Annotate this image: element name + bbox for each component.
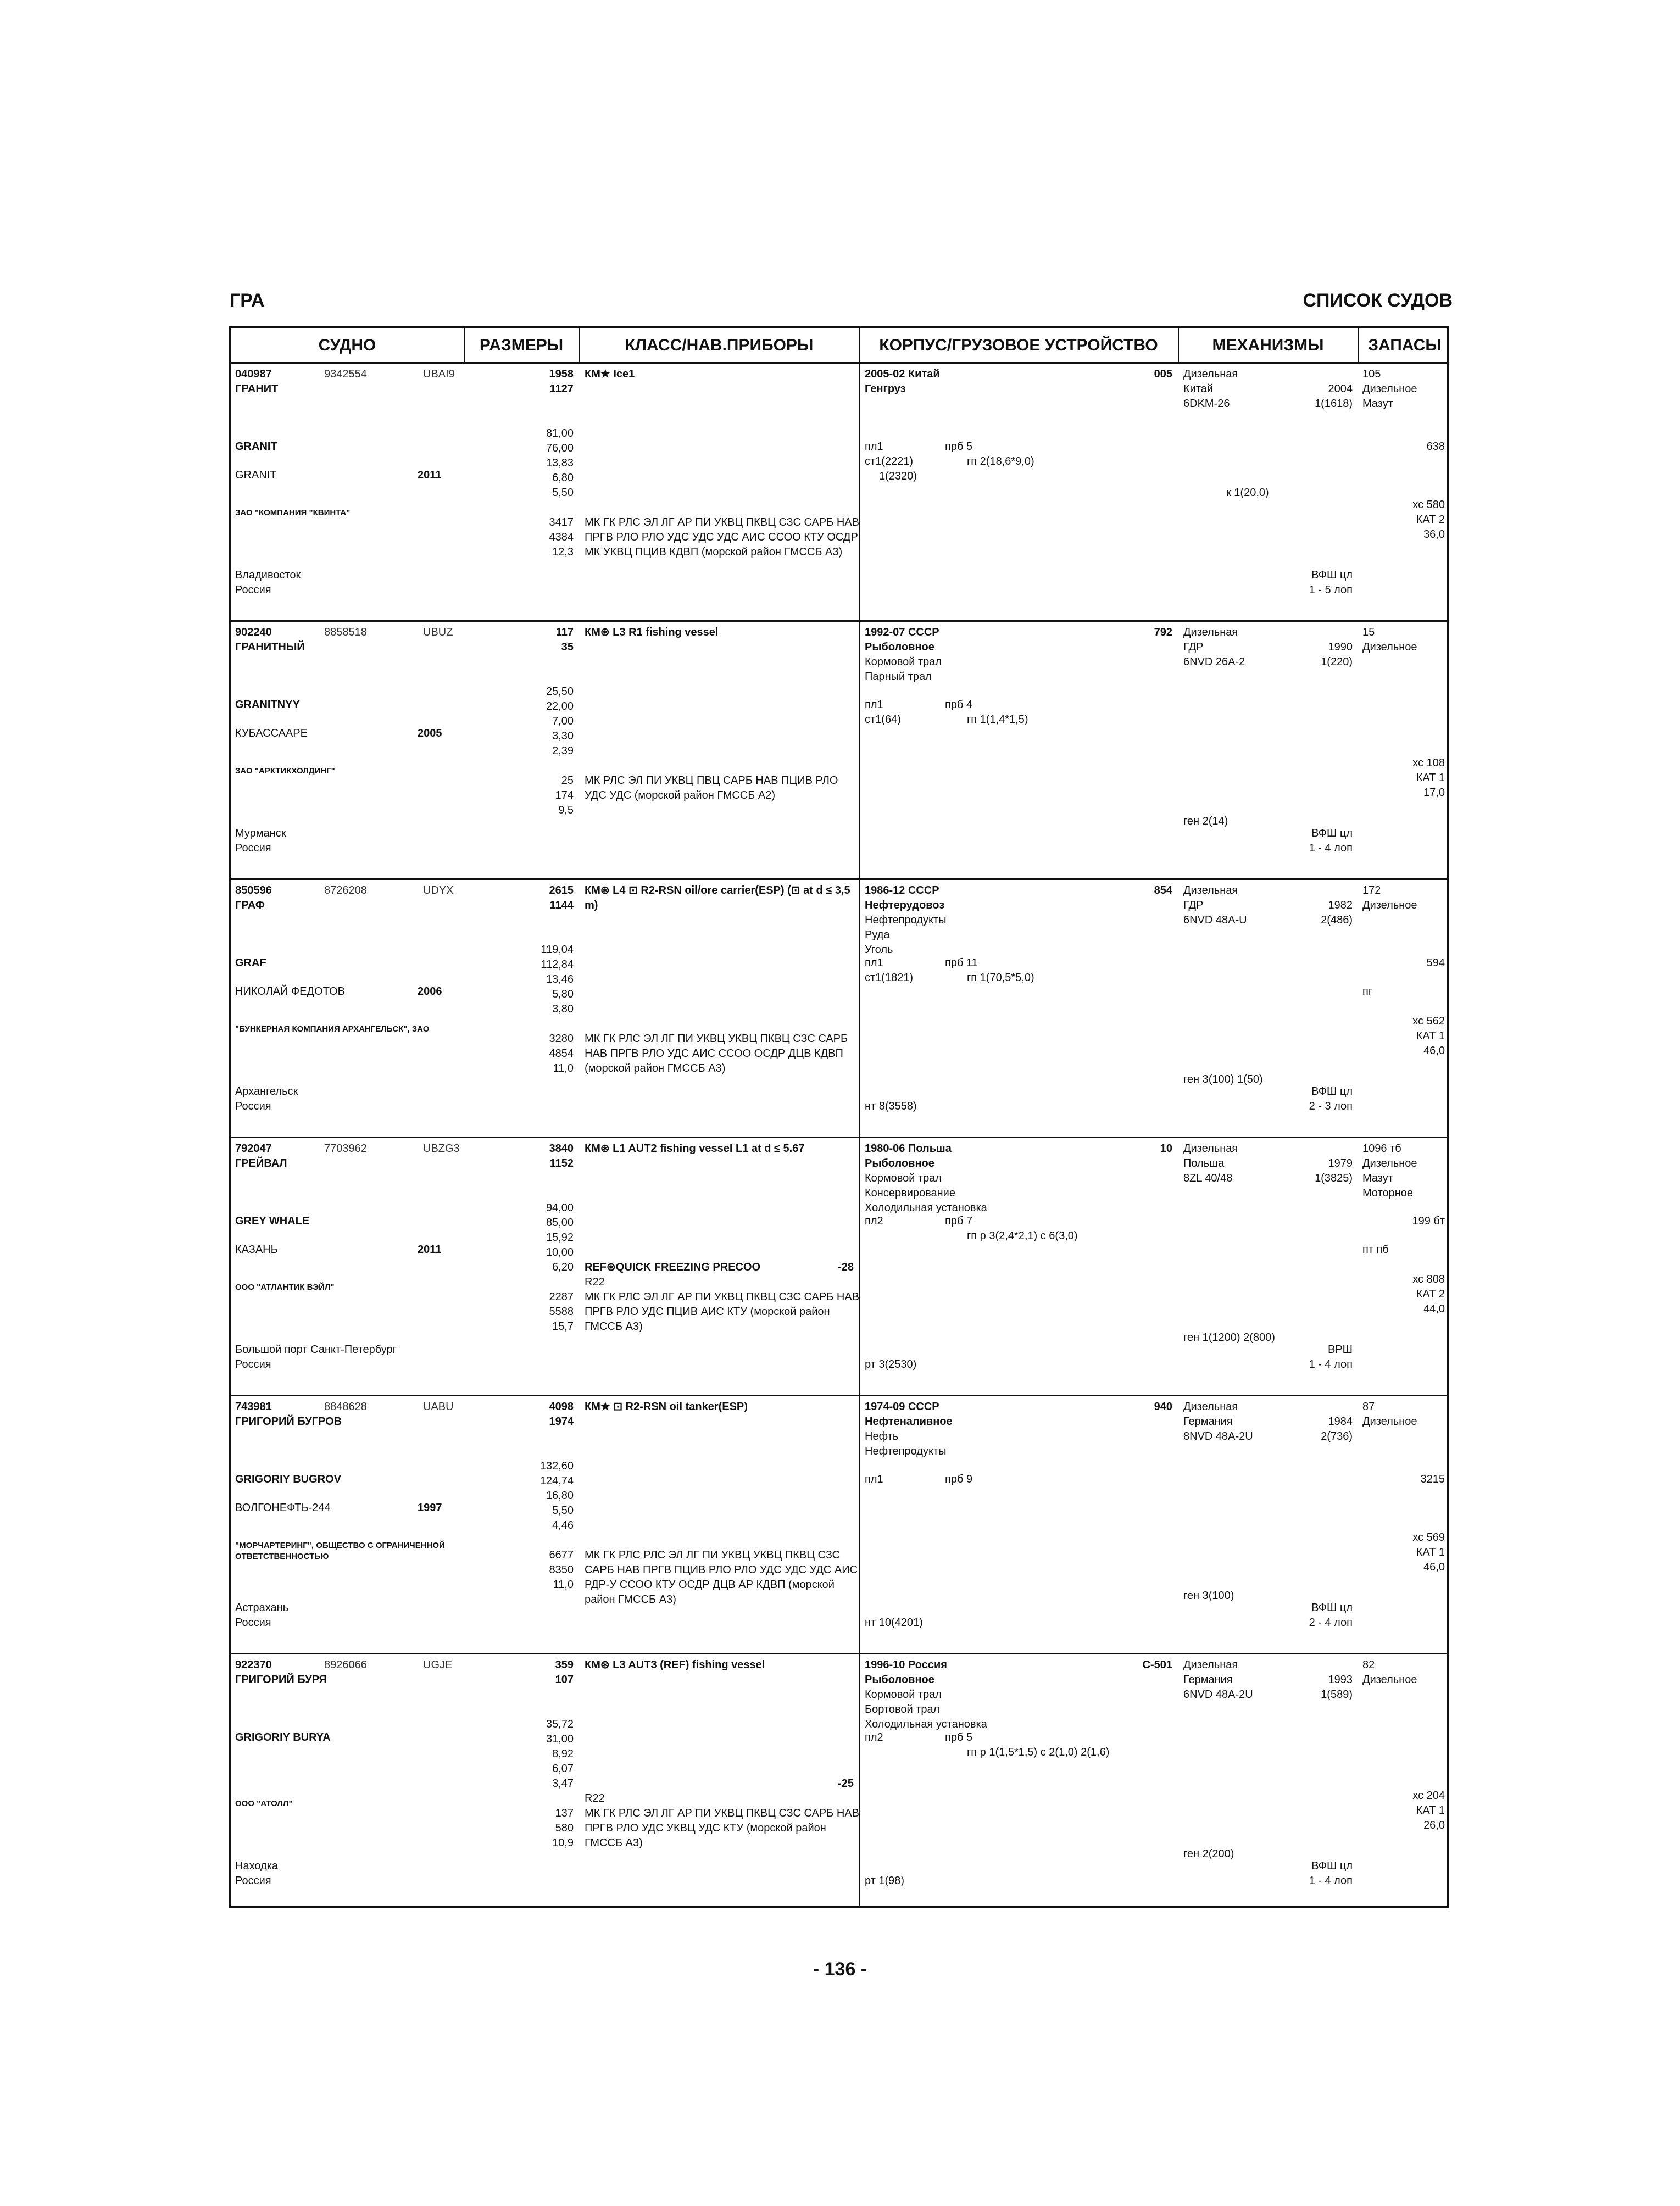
hull-bulkheads: прб 5 — [945, 1731, 973, 1743]
owner-name: ЗАО "АРКТИКХОЛДИНГ" — [235, 766, 335, 776]
supply-fuel-2: Мазут — [1362, 398, 1393, 410]
ship-record — [231, 622, 1447, 880]
dimension-value: 1152 — [549, 1157, 574, 1169]
supply-xc: хс 562 — [1412, 1015, 1445, 1027]
hull-cargo-line: Нефть — [865, 1430, 899, 1442]
country: Россия — [235, 1100, 271, 1112]
hull-hatches: гп 1(70,5*5,0) — [967, 972, 1034, 984]
hull-cargo-line: Холодильная установка — [865, 1202, 987, 1214]
former-name: НИКОЛАЙ ФЕДОТОВ — [235, 985, 345, 998]
engine-power: 2(736) — [1321, 1430, 1353, 1442]
hull-decks: пл1 — [865, 957, 883, 969]
dimension-value: 7,00 — [552, 715, 574, 727]
hull-type: Нефтерудовоз — [865, 899, 945, 911]
column-header-mech: МЕХАНИЗМЫ — [1212, 336, 1324, 354]
engine-country: Германия — [1183, 1416, 1233, 1428]
former-name: КУБАССААРЕ — [235, 727, 308, 739]
latin-name: GRAF — [235, 957, 266, 969]
hull-holds: ст1(2221) — [865, 455, 914, 467]
supply-category: КАТ 1 — [1416, 772, 1445, 784]
ship-record — [231, 364, 1447, 622]
supply-fuel: Дизельное — [1362, 383, 1417, 395]
supply-capacity: 594 — [1426, 957, 1445, 969]
imo-number: 8858518 — [324, 626, 367, 638]
ship-name: ГРИГОРИЙ БУГРОВ — [235, 1416, 342, 1428]
dimension-value: 132,60 — [539, 1460, 574, 1472]
engine-power: 1(220) — [1321, 656, 1353, 668]
dimension-value: 16,80 — [546, 1490, 574, 1502]
owner-name: ЗАО "КОМПАНИЯ "КВИНТА" — [235, 508, 351, 517]
dimension-value: 8350 — [549, 1564, 574, 1576]
dimension-value: 1127 — [549, 383, 574, 395]
dimension-value: 35,72 — [546, 1718, 574, 1730]
supply-value: 1096 тб — [1362, 1143, 1401, 1155]
dimension-value: 6,80 — [552, 472, 574, 484]
dimension-value: 11,0 — [553, 1062, 574, 1074]
hull-hatches: гп 1(1,4*1,5) — [967, 714, 1028, 726]
imo-number: 9342554 — [324, 368, 367, 380]
ship-record — [231, 1654, 1447, 1913]
supply-category: КАТ 1 — [1416, 1804, 1445, 1817]
propeller: ВФШ цл — [1311, 1085, 1353, 1098]
page-number: - 136 - — [813, 1959, 867, 1980]
hull-type: Рыболовное — [865, 1157, 934, 1169]
supply-category: КАТ 2 — [1416, 514, 1445, 526]
engine-year: 1993 — [1328, 1674, 1353, 1686]
propeller-blades: 1 - 4 лоп — [1309, 1875, 1353, 1887]
engine-power: 1(3825) — [1315, 1172, 1353, 1184]
hull-decks: пл2 — [865, 1731, 883, 1743]
engine-model: 6NVD 48A-U — [1183, 914, 1247, 926]
reg-number: 792047 — [235, 1143, 272, 1155]
hull-build-number: 854 — [1154, 884, 1172, 896]
country: Россия — [235, 1875, 271, 1887]
column-header-class: КЛАСС/НАВ.ПРИБОРЫ — [625, 336, 814, 354]
dimension-value: 11,0 — [553, 1579, 574, 1591]
former-year: 2011 — [418, 469, 442, 481]
call-sign: UGJE — [423, 1659, 453, 1671]
dimension-value: 5,80 — [552, 988, 574, 1000]
hull-build-number: С-501 — [1142, 1659, 1172, 1671]
home-port: Владивосток — [235, 569, 301, 581]
ship-name: ГРИГОРИЙ БУРЯ — [235, 1674, 327, 1686]
dimension-value: 13,46 — [546, 973, 574, 985]
reg-number: 040987 — [235, 368, 272, 380]
supply-volume: 36,0 — [1423, 528, 1445, 541]
hull-type: Рыболовное — [865, 1674, 934, 1686]
supply-capacity: 638 — [1426, 441, 1445, 453]
hull-extra: 1(2320) — [879, 470, 917, 482]
dimension-value: 1974 — [549, 1416, 574, 1428]
propeller: ВФШ цл — [1311, 827, 1353, 839]
dimension-value: 4854 — [549, 1048, 574, 1060]
dimension-value: 2,39 — [552, 745, 574, 757]
country: Россия — [235, 1358, 271, 1371]
hull-cargo-line: Нефтепродукты — [865, 914, 947, 926]
nav-equipment: МК ГК РЛС ЭЛ ЛГ АР ПИ УКВЦ ПКВЦ СЗС САРБ НАВ ПРГВ РЛО УДС ПЦИВ АИС КТУ (морской район ГМССБ А3) — [585, 1291, 860, 1333]
hull-cargo-line: Уголь — [865, 944, 893, 956]
dimension-value: 10,9 — [552, 1837, 574, 1849]
supply-fuel: Дизельное — [1362, 641, 1417, 653]
engine-model: 8NVD 48A-2U — [1183, 1430, 1253, 1442]
hull-cargo-line: Бортовой трал — [865, 1703, 940, 1715]
nav-equipment: МК ГК РЛС ЭЛ ЛГ АР ПИ УКВЦ ПКВЦ СЗС САРБ НАВ ПРГВ РЛО РЛО УДС УДС УДС АИС ССОО КТУ ОСДР МК УКВЦ ПЦИВ КДВП (морской район ГМССБ А3) — [585, 516, 860, 558]
dimension-value: 6,07 — [552, 1763, 574, 1775]
column-header-supplies: ЗАПАСЫ — [1368, 336, 1442, 354]
latin-name: GRANIT — [235, 441, 277, 453]
supply-fuel-3: Моторное — [1362, 1187, 1414, 1199]
dimension-value: 137 — [555, 1807, 574, 1819]
supply-volume: 44,0 — [1423, 1303, 1445, 1315]
propeller-blades: 2 - 3 лоп — [1309, 1100, 1353, 1112]
column-header-ship: СУДНО — [318, 336, 376, 354]
supply-xc: хс 569 — [1412, 1531, 1445, 1544]
supply-fuel: Дизельное — [1362, 899, 1417, 911]
engine-country: Польша — [1183, 1157, 1225, 1169]
header-left: ГРА — [230, 290, 265, 311]
call-sign: UBZG3 — [423, 1143, 460, 1155]
propeller: ВФШ цл — [1311, 1860, 1353, 1872]
dimension-value: 359 — [555, 1659, 574, 1671]
hull-build-number: 10 — [1160, 1143, 1172, 1155]
supply-value: 87 — [1362, 1401, 1375, 1413]
imo-number: 8926066 — [324, 1659, 367, 1671]
hull-build: 1986-12 СССР — [865, 884, 939, 896]
dimension-value: 25 — [561, 775, 574, 787]
latin-name: GRANITNYY — [235, 699, 300, 711]
engine-year: 2004 — [1328, 383, 1353, 395]
engine-country: ГДР — [1183, 899, 1204, 911]
engine-type: Дизельная — [1183, 1143, 1238, 1155]
home-port: Находка — [235, 1860, 279, 1872]
refrigeration-temp: -28 — [838, 1261, 854, 1273]
supply-xc: хс 108 — [1412, 757, 1445, 769]
ship-name: ГРЕЙВАЛ — [235, 1157, 287, 1169]
latin-name: GRIGORIY BUGROV — [235, 1473, 341, 1485]
engine-model: 8ZL 40/48 — [1183, 1172, 1233, 1184]
column-divider — [579, 328, 580, 364]
dimension-value: 9,5 — [558, 804, 574, 816]
ship-name: ГРАФ — [235, 899, 265, 911]
dimension-value: 112,84 — [541, 959, 574, 971]
ship-class: КМ★ ⊡ R2-RSN oil tanker(ESP) — [585, 1401, 748, 1413]
dimension-value: 22,00 — [546, 700, 574, 712]
ship-class: КМ⊛ L1 AUT2 fishing vessel L1 at d ≤ 5.67 — [585, 1143, 805, 1155]
supply-fuel: Дизельное — [1362, 1157, 1417, 1169]
hull-cargo-line: Консервирование — [865, 1187, 955, 1199]
hull-build-number: 005 — [1154, 368, 1172, 380]
engine-year: 1979 — [1328, 1157, 1353, 1169]
reg-number: 850596 — [235, 884, 272, 896]
engine-type: Дизельная — [1183, 1401, 1238, 1413]
column-divider — [464, 328, 465, 364]
hull-type: Рыболовное — [865, 641, 934, 653]
former-name: GRANIT — [235, 469, 277, 481]
engine-year: 1982 — [1328, 899, 1353, 911]
dimension-value: 5588 — [549, 1306, 574, 1318]
hull-build-number: 792 — [1154, 626, 1172, 638]
generators: ген 2(200) — [1183, 1848, 1234, 1860]
hull-holds: ст1(64) — [865, 714, 901, 726]
supply-volume: 46,0 — [1423, 1045, 1445, 1057]
dimension-value: 580 — [555, 1822, 574, 1834]
hull-bulkheads: прб 5 — [945, 441, 973, 453]
engine-type: Дизельная — [1183, 884, 1238, 896]
dimension-value: 124,74 — [539, 1475, 574, 1487]
engine-model: 6NVD 48A-2U — [1183, 1689, 1253, 1701]
dimension-value: 5,50 — [552, 487, 574, 499]
ship-record — [231, 880, 1447, 1138]
hull-decks: пл1 — [865, 699, 883, 711]
hull-hatches: гп р 3(2,4*2,1) с 6(3,0) — [967, 1230, 1078, 1242]
hull-type: Нефтеналивное — [865, 1416, 953, 1428]
dimension-value: 119,04 — [541, 944, 574, 956]
supply-value: 82 — [1362, 1659, 1375, 1671]
hull-tanks: нт 8(3558) — [865, 1100, 917, 1112]
call-sign: UDYX — [423, 884, 454, 896]
hull-build-number: 940 — [1154, 1401, 1172, 1413]
call-sign: UABU — [423, 1401, 454, 1413]
refrigeration-class: REF⊛QUICK FREEZING PRECOO — [585, 1261, 761, 1273]
dimension-value: 2615 — [549, 884, 574, 896]
owner-name: ООО "АТОЛЛ" — [235, 1799, 293, 1808]
dimension-value: 174 — [555, 789, 574, 801]
dimension-value: 13,83 — [546, 457, 574, 469]
hull-tanks: рт 1(98) — [865, 1875, 905, 1887]
supply-capacity: 199 бт — [1412, 1215, 1445, 1227]
engine-model: 6DKM-26 — [1183, 398, 1230, 410]
hull-tanks: нт 10(4201) — [865, 1617, 923, 1629]
dimension-value: 5,50 — [552, 1505, 574, 1517]
ship-record — [231, 1396, 1447, 1654]
supply-category: КАТ 2 — [1416, 1288, 1445, 1300]
supply-volume: 46,0 — [1423, 1561, 1445, 1573]
nav-equipment: МК РЛС ЭЛ ПИ УКВЦ ПВЦ САРБ НАВ ПЦИВ РЛО УДС УДС (морской район ГМССБ А2) — [585, 775, 838, 801]
hull-bulkheads: прб 4 — [945, 699, 973, 711]
propeller-blades: 2 - 4 лоп — [1309, 1617, 1353, 1629]
hull-build: 1992-07 СССР — [865, 626, 939, 638]
former-year: 2005 — [418, 727, 442, 739]
dimension-value: 10,00 — [546, 1246, 574, 1258]
propeller: ВФШ цл — [1311, 1602, 1353, 1614]
propeller: ВФШ цл — [1311, 569, 1353, 581]
home-port: Астрахань — [235, 1602, 289, 1614]
home-port: Большой порт Санкт-Петербург — [235, 1344, 397, 1356]
country: Россия — [235, 1617, 271, 1629]
hull-cargo-line: Холодильная установка — [865, 1718, 987, 1730]
hull-build: 1996-10 Россия — [865, 1659, 947, 1671]
dimension-value: 1958 — [549, 368, 574, 380]
engine-year: 1984 — [1328, 1416, 1353, 1428]
refrigeration-temp: -25 — [838, 1778, 854, 1790]
imo-number: 8848628 — [324, 1401, 367, 1413]
dimension-value: 76,00 — [546, 442, 574, 454]
supply-xc: хс 808 — [1412, 1273, 1445, 1285]
hull-hatches: гп 2(18,6*9,0) — [967, 455, 1034, 467]
call-sign: UBAI9 — [423, 368, 455, 380]
dimension-value: 12,3 — [552, 546, 574, 558]
hull-cargo-line: Кормовой трал — [865, 1689, 942, 1701]
dimension-value: 4,46 — [552, 1519, 574, 1531]
supply-category: КАТ 1 — [1416, 1546, 1445, 1558]
hull-crane: к 1(20,0) — [1226, 487, 1269, 499]
supply-extra: пг — [1362, 985, 1373, 998]
ship-table — [229, 326, 1449, 1908]
former-name: КАЗАНЬ — [235, 1244, 278, 1256]
hull-cargo-line: Руда — [865, 929, 890, 941]
reg-number: 902240 — [235, 626, 272, 638]
nav-equipment: МК ГК РЛС РЛС ЭЛ ЛГ ПИ УКВЦ УКВЦ ПКВЦ СЗС САРБ НАВ ПРГВ ПЦИВ РЛО РЛО УДС УДС УДС АИС РДР-У ССОО КТУ ОСДР ДЦВ АР КДВП (морской район ГМССБ А3) — [585, 1549, 858, 1606]
engine-year: 1990 — [1328, 641, 1353, 653]
propeller-blades: 1 - 4 лоп — [1309, 842, 1353, 854]
dimension-value: 3,30 — [552, 730, 574, 742]
dimension-value: 3417 — [549, 516, 574, 528]
nav-equipment: МК ГК РЛС ЭЛ ЛГ ПИ УКВЦ УКВЦ ПКВЦ СЗС САРБ НАВ ПРГВ РЛО УДС АИС ССОО ОСДР ДЦВ КДВП (морской район ГМССБ А3) — [585, 1033, 848, 1074]
country: Россия — [235, 584, 271, 596]
column-divider — [1358, 328, 1359, 364]
former-year: 1997 — [418, 1502, 442, 1514]
owner-name: "БУНКЕРНАЯ КОМПАНИЯ АРХАНГЕЛЬСК", ЗАО — [235, 1024, 430, 1034]
refrigerant: R22 — [585, 1276, 605, 1288]
hull-type: Генгруз — [865, 383, 906, 395]
ship-class: КМ⊛ L3 R1 fishing vessel — [585, 626, 719, 638]
dimension-value: 4098 — [549, 1401, 574, 1413]
engine-model: 6NVD 26A-2 — [1183, 656, 1245, 668]
hull-decks: пл1 — [865, 441, 883, 453]
engine-power: 1(589) — [1321, 1689, 1353, 1701]
dimension-value: 8,92 — [552, 1748, 574, 1760]
dimension-value: 2287 — [549, 1291, 574, 1303]
dimension-value: 1144 — [549, 899, 574, 911]
dimension-value: 15,92 — [546, 1232, 574, 1244]
generators: ген 3(100) — [1183, 1590, 1234, 1602]
nav-equipment: МК ГК РЛС ЭЛ ЛГ АР ПИ УКВЦ ПКВЦ СЗС САРБ НАВ ПРГВ РЛО УДС УКВЦ УДС КТУ (морской район ГМССБ А3) — [585, 1807, 860, 1849]
generators: ген 1(1200) 2(800) — [1183, 1332, 1275, 1344]
former-year: 2006 — [418, 985, 442, 998]
imo-number: 7703962 — [324, 1143, 367, 1155]
reg-number: 922370 — [235, 1659, 272, 1671]
dimension-value: 3280 — [549, 1033, 574, 1045]
latin-name: GREY WHALE — [235, 1215, 310, 1227]
supply-fuel-2: Мазут — [1362, 1172, 1393, 1184]
hull-bulkheads: прб 11 — [945, 957, 978, 969]
reg-number: 743981 — [235, 1401, 272, 1413]
former-name: ВОЛГОНЕФТЬ-244 — [235, 1502, 331, 1514]
column-header-hull: КОРПУС/ГРУЗОВОЕ УСТРОЙСТВО — [879, 336, 1158, 354]
latin-name: GRIGORIY BURYA — [235, 1731, 331, 1743]
dimension-value: 94,00 — [546, 1202, 574, 1214]
supply-xc: хс 580 — [1412, 499, 1445, 511]
engine-country: Китай — [1183, 383, 1214, 395]
hull-bulkheads: прб 9 — [945, 1473, 973, 1485]
dimension-value: 6677 — [549, 1549, 574, 1561]
propeller-blades: 1 - 4 лоп — [1309, 1358, 1353, 1371]
refrigerant: R22 — [585, 1792, 605, 1804]
supply-value: 15 — [1362, 626, 1375, 638]
hull-cargo-line: Нефтепродукты — [865, 1445, 947, 1457]
supply-category: КАТ 1 — [1416, 1030, 1445, 1042]
ship-name: ГРАНИТ — [235, 383, 279, 395]
owner-name: ООО "АТЛАНТИК ВЭЙЛ" — [235, 1283, 335, 1292]
hull-build: 1974-09 СССР — [865, 1401, 939, 1413]
hull-cargo-line: Кормовой трал — [865, 1172, 942, 1184]
hull-cargo-line: Парный трал — [865, 671, 932, 683]
dimension-value: 3840 — [549, 1143, 574, 1155]
supply-fuel: Дизельное — [1362, 1416, 1417, 1428]
supply-capacity: 3215 — [1420, 1473, 1445, 1485]
supply-extra: пт пб — [1362, 1244, 1389, 1256]
engine-power: 1(1618) — [1315, 398, 1353, 410]
hull-build: 1980-06 Польша — [865, 1143, 952, 1155]
ship-class: КМ★ Ice1 — [585, 368, 635, 380]
dimension-value: 3,47 — [552, 1778, 574, 1790]
hull-decks: пл2 — [865, 1215, 883, 1227]
ship-record — [231, 1138, 1447, 1396]
supply-volume: 17,0 — [1423, 787, 1445, 799]
engine-power: 2(486) — [1321, 914, 1353, 926]
hull-tanks: рт 3(2530) — [865, 1358, 917, 1371]
engine-type: Дизельная — [1183, 368, 1238, 380]
dimension-value: 81,00 — [546, 427, 574, 439]
dimension-value: 35 — [561, 641, 574, 653]
hull-bulkheads: прб 7 — [945, 1215, 973, 1227]
dimension-value: 4384 — [549, 531, 574, 543]
supply-value: 105 — [1362, 368, 1381, 380]
column-divider — [1178, 328, 1179, 364]
engine-country: ГДР — [1183, 641, 1204, 653]
supply-fuel: Дизельное — [1362, 1674, 1417, 1686]
engine-type: Дизельная — [1183, 626, 1238, 638]
dimension-value: 3,80 — [552, 1003, 574, 1015]
header-right: СПИСОК СУДОВ — [1303, 290, 1453, 311]
propeller-blades: 1 - 5 лоп — [1309, 584, 1353, 596]
dimension-value: 15,7 — [552, 1321, 574, 1333]
generators: ген 3(100) 1(50) — [1183, 1073, 1263, 1085]
dimension-value: 107 — [555, 1674, 574, 1686]
hull-decks: пл1 — [865, 1473, 883, 1485]
dimension-value: 25,50 — [546, 686, 574, 698]
owner-name: "МОРЧАРТЕРИНГ", ОБЩЕСТВО С ОГРАНИЧЕННОЙ ОТВЕТСТВЕННОСТЬЮ — [235, 1541, 445, 1561]
dimension-value: 117 — [555, 626, 574, 638]
home-port: Архангельск — [235, 1085, 298, 1098]
call-sign: UBUZ — [423, 626, 453, 638]
supply-xc: хс 204 — [1412, 1790, 1445, 1802]
dimension-value: 6,20 — [552, 1261, 574, 1273]
ship-name: ГРАНИТНЫЙ — [235, 641, 305, 653]
supply-volume: 26,0 — [1423, 1819, 1445, 1831]
generators: ген 2(14) — [1183, 815, 1228, 827]
ship-class: КМ⊛ L3 AUT3 (REF) fishing vessel — [585, 1659, 765, 1671]
supply-value: 172 — [1362, 884, 1381, 896]
imo-number: 8726208 — [324, 884, 367, 896]
engine-type: Дизельная — [1183, 1659, 1238, 1671]
hull-build: 2005-02 Китай — [865, 368, 940, 380]
engine-country: Германия — [1183, 1674, 1233, 1686]
dimension-value: 31,00 — [546, 1733, 574, 1745]
former-year: 2011 — [418, 1244, 442, 1256]
country: Россия — [235, 842, 271, 854]
ship-class: КМ⊛ L4 ⊡ R2-RSN oil/ore carrier(ESP) (⊡ at d ≤ 3,5 m) — [585, 884, 850, 911]
home-port: Мурманск — [235, 827, 286, 839]
column-header-dims: РАЗМЕРЫ — [479, 336, 564, 354]
hull-hatches: гп р 1(1,5*1,5) с 2(1,0) 2(1,6) — [967, 1746, 1110, 1758]
propeller: ВРШ — [1327, 1344, 1353, 1356]
column-header-row — [231, 328, 1447, 364]
hull-cargo-line: Кормовой трал — [865, 656, 942, 668]
dimension-value: 85,00 — [546, 1217, 574, 1229]
hull-holds: ст1(1821) — [865, 972, 914, 984]
